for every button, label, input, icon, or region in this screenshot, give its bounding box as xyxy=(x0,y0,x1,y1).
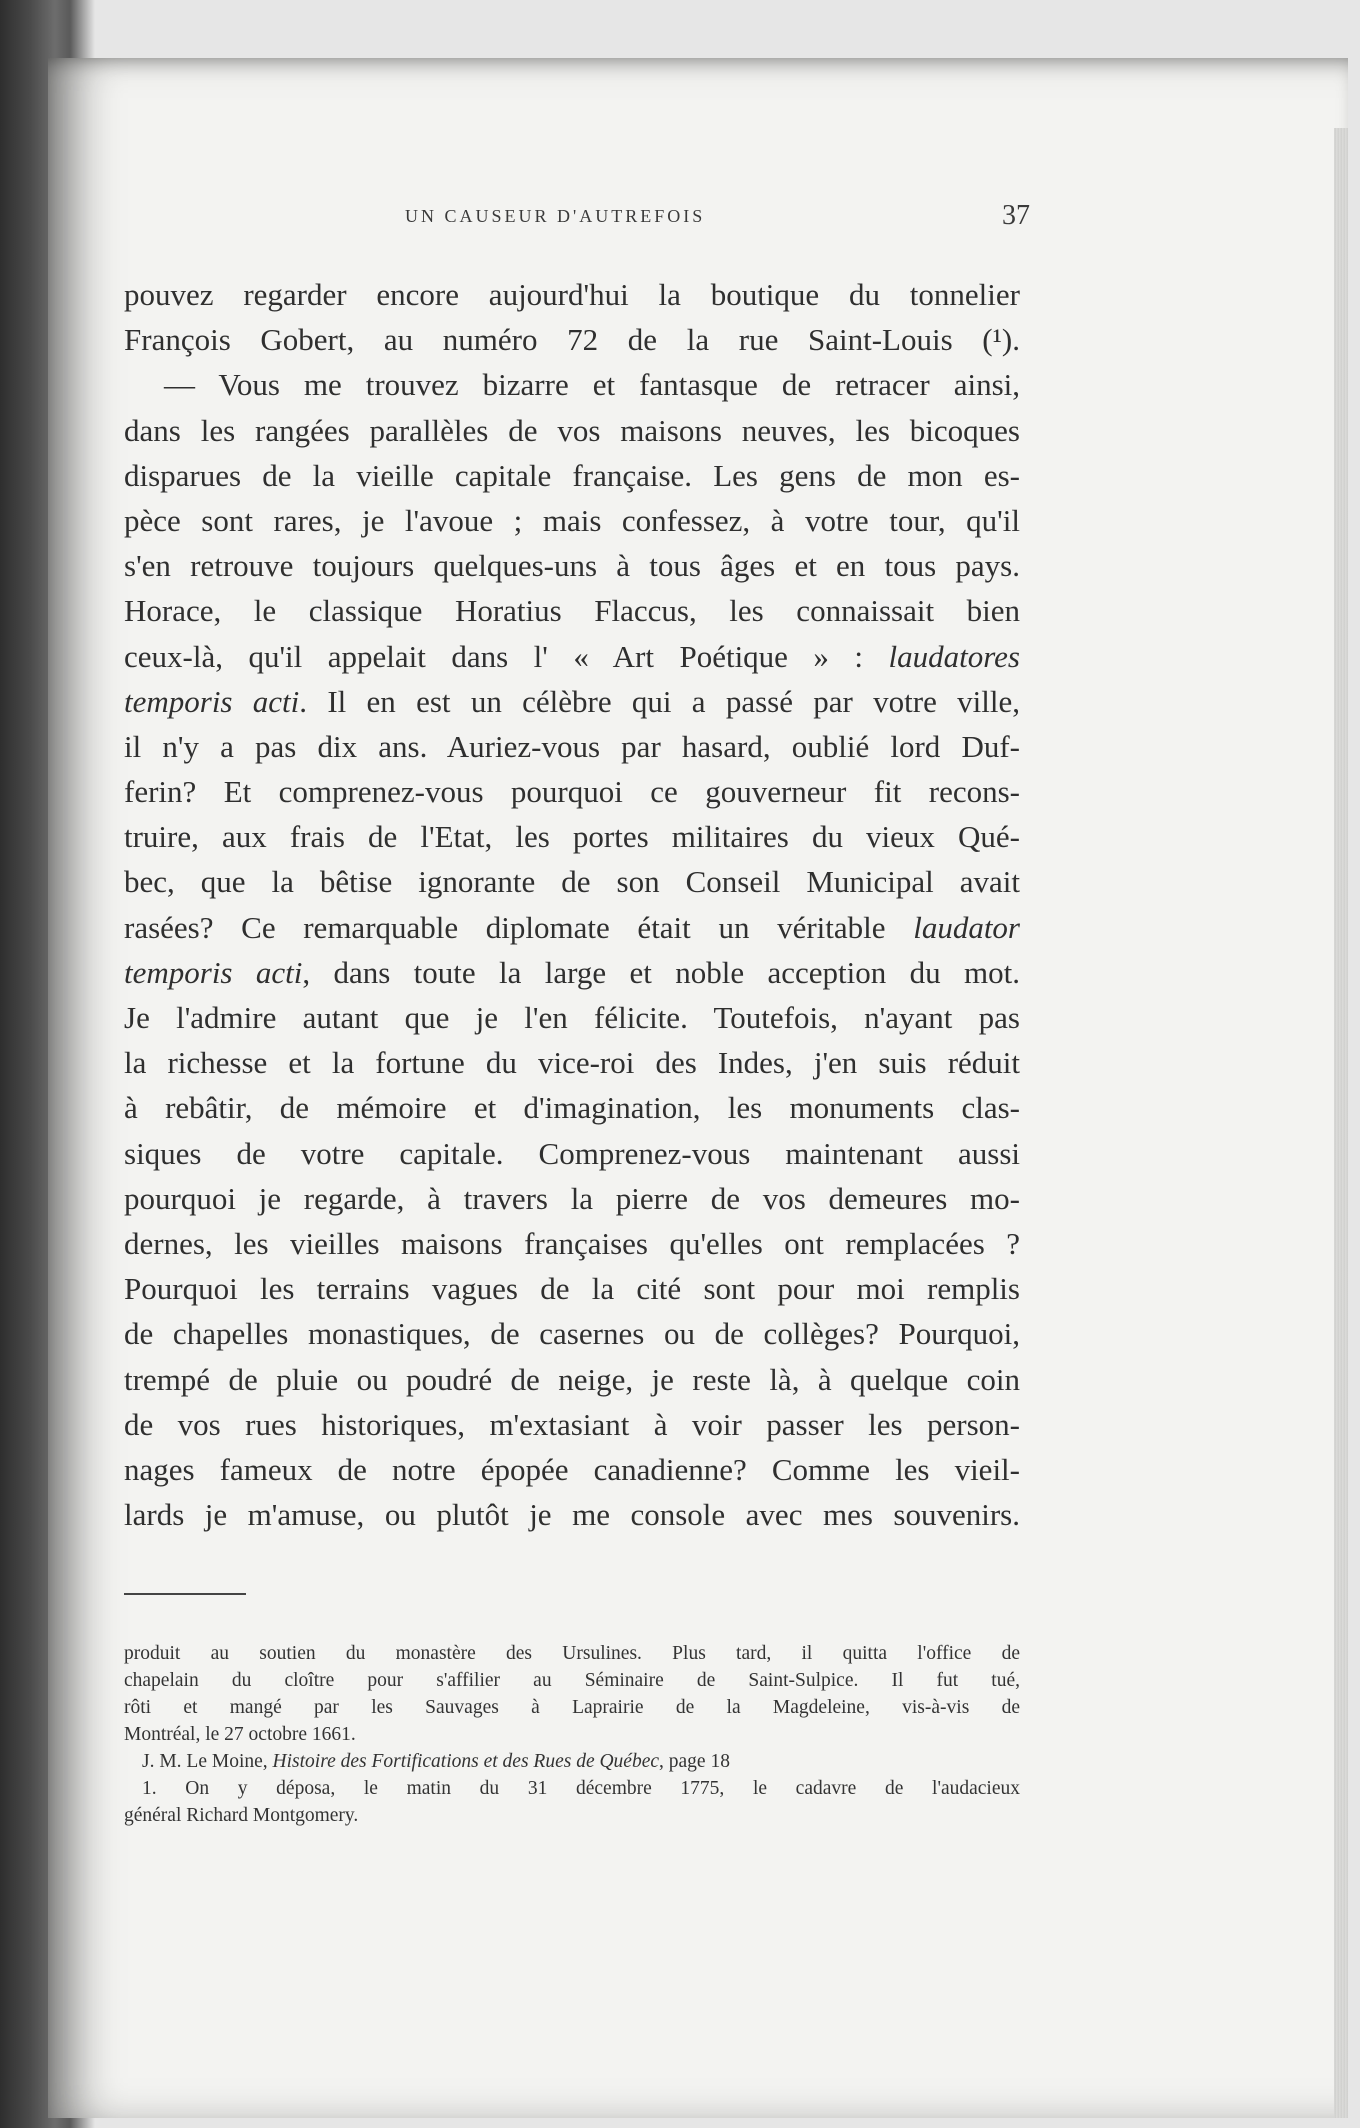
body-line xyxy=(124,1402,1020,1447)
running-title: UN CAUSEUR D'AUTREFOIS xyxy=(405,206,706,226)
text-run: pèce sont rares, je l'avoue ; mais confessez, à votre tour, qu'il xyxy=(124,502,1020,538)
text-run: dans les rangées parallèles de vos maisons neuves, les bicoques xyxy=(124,412,1020,448)
text-run: nages fameux de notre épopée canadienne? Comme les vieil- xyxy=(124,1451,1020,1487)
body-line xyxy=(124,634,1020,679)
body-line xyxy=(124,317,1020,362)
footnote-line xyxy=(124,1694,1020,1721)
text-run: ceux-là, qu'il appelait dans l' « Art Poétique » : xyxy=(124,638,889,674)
text-run: chapelain du cloître pour s'affilier au Séminaire de Saint-Sulpice. Il fut tué, xyxy=(124,1670,1020,1691)
body-line xyxy=(124,1040,1020,1085)
body-line xyxy=(124,1447,1020,1492)
text-run: disparues de la vieille capitale française. Les gens de mon es- xyxy=(124,457,1020,493)
text-run: dernes, les vieilles maisons françaises qu'elles ont remplacées ? xyxy=(124,1225,1020,1261)
text-run: bec, que la bêtise ignorante de son Conseil Municipal avait xyxy=(124,864,1020,900)
text-run: , dans toute la large et noble acception du mot. xyxy=(302,954,1020,990)
body-line xyxy=(124,543,1020,588)
italic-text: temporis acti xyxy=(124,954,303,990)
footnotes xyxy=(124,1640,1020,1829)
text-run: à rebâtir, de mémoire et d'imagination, les monuments clas- xyxy=(124,1090,1020,1126)
text-run: 1. On y déposa, le matin du 31 décembre 1775, le cadavre de l'audacieux xyxy=(142,1778,1020,1799)
body-line xyxy=(124,814,1020,859)
text-run: François Gobert, au numéro 72 de la rue Saint-Louis (¹). xyxy=(124,322,1020,358)
text-run: Montréal, le 27 octobre 1661. xyxy=(124,1724,356,1745)
text-run: truire, aux frais de l'Etat, les portes militaires du vieux Qué- xyxy=(124,819,1020,855)
running-head xyxy=(95,200,1030,234)
body-line xyxy=(124,950,1020,995)
footnote-line xyxy=(124,1748,1020,1775)
text-run: rôti et mangé par les Sauvages à Laprairie de la Magdeleine, vis-à-vis de xyxy=(124,1697,1020,1718)
italic-text: temporis acti xyxy=(124,683,300,719)
body-line xyxy=(124,1221,1020,1266)
footnote-line xyxy=(124,1721,1020,1748)
text-run: pouvez regarder encore aujourd'hui la boutique du tonnelier xyxy=(124,277,1020,312)
body-line xyxy=(124,995,1020,1040)
body-line xyxy=(124,272,1020,317)
text-run: J. M. Le Moine, xyxy=(142,1751,273,1772)
text-run: lards je m'amuse, ou plutôt je me console avec mes souvenirs. xyxy=(124,1497,1020,1533)
footnote-rule xyxy=(124,1593,246,1595)
page-number: 37 xyxy=(1002,200,1030,231)
text-run: — Vous me trouvez bizarre et fantasque de retracer ainsi, xyxy=(164,367,1020,403)
body-line xyxy=(124,1492,1020,1537)
footnote-line xyxy=(124,1640,1020,1667)
body-line xyxy=(124,1176,1020,1221)
body-line xyxy=(124,1266,1020,1311)
footnote-line xyxy=(124,1775,1020,1802)
body-text xyxy=(124,272,1020,1537)
text-run: de vos rues historiques, m'extasiant à voir passer les person- xyxy=(124,1406,1020,1442)
body-line xyxy=(124,453,1020,498)
italic-text: laudator xyxy=(913,909,1020,945)
text-run: produit au soutien du monastère des Ursulines. Plus tard, il quitta l'office de xyxy=(124,1643,1020,1664)
body-line xyxy=(124,859,1020,904)
text-run: pourquoi je regarde, à travers la pierre de vos demeures mo- xyxy=(124,1180,1020,1216)
italic-text: Histoire des Fortifications et des Rues de Québec xyxy=(272,1751,660,1772)
text-run: de chapelles monastiques, de casernes ou de collèges? Pourquoi, xyxy=(124,1316,1020,1352)
text-run: rasées? Ce remarquable diplomate était un véritable xyxy=(124,909,914,945)
body-line xyxy=(124,679,1020,724)
body-line xyxy=(124,408,1020,453)
footnote-line xyxy=(124,1802,1020,1829)
body-line xyxy=(124,1085,1020,1130)
body-line xyxy=(124,769,1020,814)
text-run: . Il en est un célèbre qui a passé par votre ville, xyxy=(299,683,1020,719)
text-run: général Richard Montgomery. xyxy=(124,1805,359,1826)
page-edge-stack xyxy=(1334,128,1348,2118)
text-run: Pourquoi les terrains vagues de la cité sont pour moi remplis xyxy=(124,1271,1020,1307)
body-line xyxy=(124,588,1020,633)
body-line xyxy=(124,1311,1020,1356)
text-run: il n'y a pas dix ans. Auriez-vous par hasard, oublié lord Duf- xyxy=(124,728,1020,764)
body-line xyxy=(124,362,1020,407)
text-run: la richesse et la fortune du vice-roi des Indes, j'en suis réduit xyxy=(124,1045,1020,1081)
body-line xyxy=(124,905,1020,950)
text-run: Horace, le classique Horatius Flaccus, les connaissait bien xyxy=(124,593,1020,629)
body-line xyxy=(124,1131,1020,1176)
italic-text: laudatores xyxy=(888,638,1020,674)
text-run: Je l'admire autant que je l'en félicite. Toutefois, n'ayant pas xyxy=(124,1000,1020,1035)
text-run: siques de votre capitale. Comprenez-vous maintenant aussi xyxy=(124,1135,1020,1171)
footnote-line xyxy=(124,1667,1020,1694)
text-run: s'en retrouve toujours quelques-uns à tous âges et en tous pays. xyxy=(124,548,1020,584)
body-line xyxy=(124,1357,1020,1402)
body-line xyxy=(124,498,1020,543)
text-run: ferin? Et comprenez-vous pourquoi ce gouverneur fit recons- xyxy=(124,774,1020,810)
body-line xyxy=(124,724,1020,769)
text-run: trempé de pluie ou poudré de neige, je reste là, à quelque coin xyxy=(124,1361,1020,1397)
text-run: , page 18 xyxy=(659,1751,730,1772)
